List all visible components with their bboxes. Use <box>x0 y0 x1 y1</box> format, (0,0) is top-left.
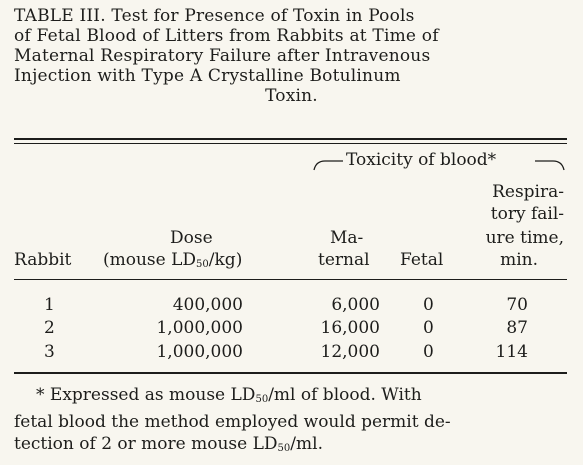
row1-resp: 70 <box>506 295 528 315</box>
row2-fetal: 0 <box>423 318 434 338</box>
header-resp-line2: tory fail- <box>490 204 564 224</box>
row2-resp: 87 <box>506 318 528 338</box>
toxicity-group-label: Toxicity of blood* <box>346 150 497 170</box>
footnote-line-3: tection of 2 or more mouse $LD_{50}/ml$. <box>14 434 323 454</box>
row3-maternal: 12,000 <box>320 342 380 362</box>
row1-maternal: 6,000 <box>331 295 380 315</box>
table-footnote <box>14 384 569 460</box>
title-line-5: Toxin. <box>265 86 318 106</box>
title-line-2: of Fetal Blood of Litters from Rabbits at Time of <box>14 26 439 46</box>
header-resp-line3: ure time, <box>485 228 564 248</box>
toxicity-group-header <box>313 150 569 172</box>
header-maternal-line2: ternal <box>318 250 370 270</box>
footnote-line-2: fetal blood the method employed would permit de- <box>14 412 451 432</box>
header-dose-line2: (mouse $LD_{50}/kg$) <box>103 250 243 270</box>
title-line-3: Maternal Respiratory Failure after Intravenous <box>14 46 431 66</box>
row2-dose: 1,000,000 <box>156 318 243 338</box>
row3-dose: 1,000,000 <box>156 342 243 362</box>
top-rule-thin <box>14 143 567 144</box>
row1-rabbit: 1 <box>44 295 55 315</box>
table-title <box>14 6 569 106</box>
header-resp-line1: Respira- <box>492 182 564 202</box>
title-line-1: TABLE III. Test for Presence of Toxin in Pools <box>14 6 415 26</box>
header-resp-line4: min. <box>500 250 538 270</box>
header-rabbit: Rabbit <box>14 250 72 270</box>
footnote-line-1: * Expressed as mouse $LD_{50}/ml$ of blood. With <box>36 385 422 405</box>
header-maternal-line1: Ma- <box>330 228 364 248</box>
row1-fetal: 0 <box>423 295 434 315</box>
row2-maternal: 16,000 <box>320 318 380 338</box>
row2-rabbit: 2 <box>44 318 55 338</box>
row3-fetal: 0 <box>423 342 434 362</box>
title-line-4: Injection with Type A Crystalline Botulinum <box>14 66 401 86</box>
row1-dose: 400,000 <box>172 295 243 315</box>
top-rule <box>14 138 567 140</box>
row3-resp: 114 <box>495 342 528 362</box>
header-fetal: Fetal <box>400 250 444 270</box>
header-dose-line1: Dose <box>170 228 213 248</box>
bottom-rule <box>14 372 567 374</box>
header-rule <box>14 279 567 280</box>
row3-rabbit: 3 <box>44 342 55 362</box>
